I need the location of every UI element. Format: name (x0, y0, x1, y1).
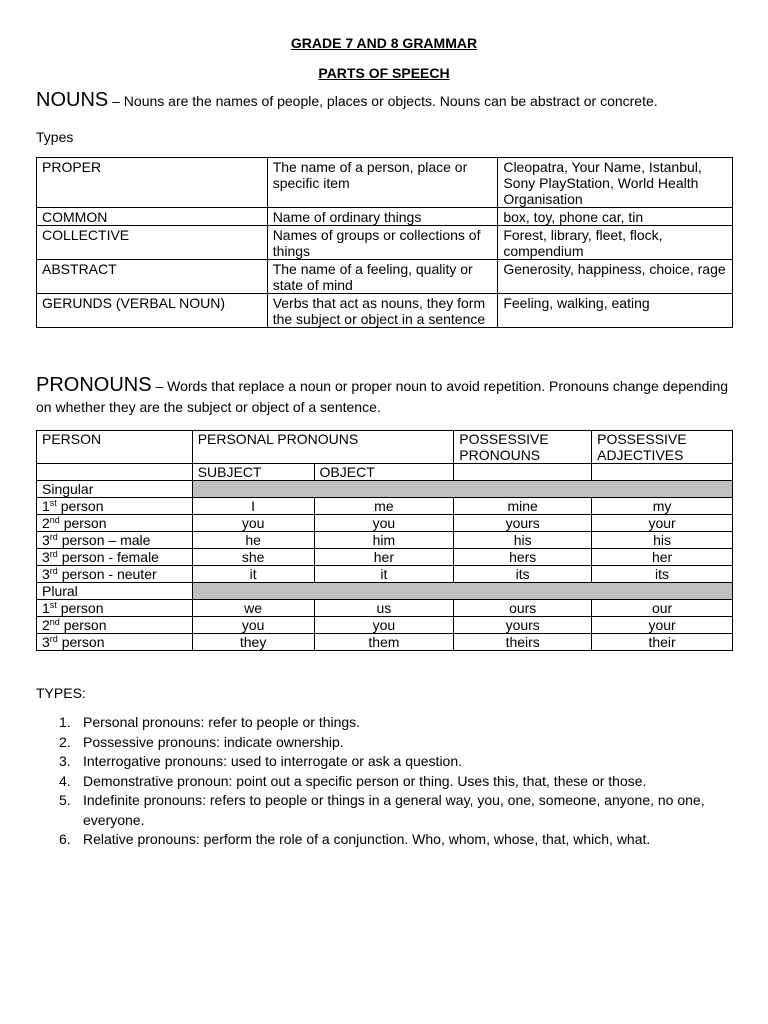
noun-row (37, 226, 733, 260)
noun-row (37, 294, 733, 328)
list-item (36, 733, 726, 753)
person-number: 1 (42, 600, 50, 616)
subheader-empty (454, 464, 592, 481)
object-pronoun: them (314, 634, 454, 651)
person-label (37, 532, 193, 549)
pronoun-subheader-row (37, 464, 733, 481)
possessive-pronoun: yours (454, 617, 592, 634)
subheader-empty (592, 464, 733, 481)
noun-examples: Cleopatra, Your Name, Istanbul, Sony PlayStation, World Health Organisation (498, 158, 733, 208)
noun-types-label: Types (36, 129, 74, 145)
subject-pronoun: they (192, 634, 314, 651)
person-ordinal-suffix: nd (49, 617, 60, 627)
pronouns-definition: – Words that replace a noun or proper noun to avoid repetition. Pronouns change depending on whether they are the subject or object of a sentence. (36, 378, 729, 415)
pronouns-heading: PRONOUNS (36, 374, 152, 396)
noun-description: Verbs that act as nouns, they form the subject or object in a sentence (267, 294, 498, 328)
pronoun-row (37, 600, 733, 617)
person-label (37, 498, 193, 515)
object-pronoun: her (314, 549, 454, 566)
pronoun-row (37, 634, 733, 651)
noun-type: PROPER (37, 158, 268, 208)
noun-examples: Forest, library, fleet, flock, compendium (498, 226, 733, 260)
list-item (36, 713, 726, 733)
object-pronoun: us (314, 600, 454, 617)
noun-row (37, 208, 733, 226)
noun-description: Names of groups or collections of things (267, 226, 498, 260)
list-item-number: 1. (59, 714, 71, 730)
list-item-number: 5. (59, 792, 71, 808)
possessive-adjective: his (592, 532, 733, 549)
person-ordinal-suffix: rd (49, 549, 58, 559)
possessive-pronoun: yours (454, 515, 592, 532)
pronouns-intro (36, 375, 736, 418)
pronoun-row (37, 532, 733, 549)
pronoun-row (37, 617, 733, 634)
possessive-pronoun: hers (454, 549, 592, 566)
subject-pronoun: he (192, 532, 314, 549)
person-text: person (59, 515, 107, 531)
subject-pronoun: she (192, 549, 314, 566)
person-ordinal-suffix: rd (49, 532, 58, 542)
nouns-heading: NOUNS (36, 89, 109, 111)
pronouns-table (36, 430, 733, 651)
possessive-pronoun: mine (454, 498, 592, 515)
object-pronoun: you (314, 515, 454, 532)
list-item (36, 791, 726, 830)
noun-type: GERUNDS (VERBAL NOUN) (37, 294, 268, 328)
subject-pronoun: we (192, 600, 314, 617)
person-label (37, 634, 193, 651)
list-item-number: 2. (59, 733, 71, 750)
noun-row (37, 158, 733, 208)
header-subject: SUBJECT (192, 464, 314, 481)
possessive-pronoun: ours (454, 600, 592, 617)
list-item-number: 6. (59, 831, 71, 847)
possessive-adjective: their (592, 634, 733, 651)
possessive-pronoun: theirs (454, 634, 592, 651)
pronoun-header-row (37, 431, 733, 464)
noun-examples: Generosity, happiness, choice, rage (498, 260, 733, 294)
person-number: 3 (42, 549, 50, 565)
person-text: person – male (57, 532, 151, 548)
list-item (36, 772, 726, 792)
list-item-text: Possessive pronouns: indicate ownership. (83, 733, 344, 750)
person-number: 1 (42, 498, 50, 514)
list-item-text: Demonstrative pronoun: point out a specific person or thing. Uses this, that, these or those. (83, 772, 647, 789)
person-text: person - neuter (57, 566, 157, 582)
list-item (36, 752, 726, 772)
pronoun-row (37, 498, 733, 515)
nouns-definition: – Nouns are the names of people, places or objects. Nouns can be abstract or concrete. (108, 93, 658, 109)
person-text: person (59, 617, 107, 633)
page-title: GRADE 7 AND 8 GRAMMAR (290, 35, 478, 51)
possessive-pronoun: its (454, 566, 592, 583)
subject-pronoun: you (192, 617, 314, 634)
subheader-empty (37, 464, 193, 481)
possessive-adjective: our (592, 600, 733, 617)
plural-row-label: Plural (37, 583, 193, 600)
header-possessive-pronouns: POSSESSIVE PRONOUNS (454, 431, 592, 464)
pronoun-types-heading: TYPES: (36, 685, 86, 701)
person-number: 3 (42, 566, 50, 582)
person-ordinal-suffix: nd (49, 515, 60, 525)
possessive-adjective: its (592, 566, 733, 583)
list-item (36, 830, 726, 850)
nouns-table (36, 157, 733, 328)
noun-examples: Feeling, walking, eating (498, 294, 733, 328)
possessive-adjective: your (592, 515, 733, 532)
noun-type: COLLECTIVE (37, 226, 268, 260)
header-personal-pronouns: PERSONAL PRONOUNS (192, 431, 454, 464)
header-possessive-adjectives: POSSESSIVE ADJECTIVES (592, 431, 733, 464)
person-number: 3 (42, 532, 50, 548)
object-pronoun: it (314, 566, 454, 583)
possessive-adjective: her (592, 549, 733, 566)
object-pronoun: you (314, 617, 454, 634)
singular-row-label: Singular (37, 481, 193, 498)
pronoun-row (37, 549, 733, 566)
person-label (37, 600, 193, 617)
noun-description: Name of ordinary things (267, 208, 498, 226)
person-label (37, 566, 193, 583)
page-subtitle: PARTS OF SPEECH (318, 65, 450, 81)
subject-pronoun: I (192, 498, 314, 515)
pronoun-types-list (36, 713, 726, 850)
subject-pronoun: you (192, 515, 314, 532)
person-text: person (56, 498, 104, 514)
person-ordinal-suffix: st (49, 600, 57, 610)
person-number: 3 (42, 634, 50, 650)
person-number: 2 (42, 515, 50, 531)
grey-band (192, 583, 732, 600)
possessive-pronoun: his (454, 532, 592, 549)
grey-band (192, 481, 732, 498)
subject-pronoun: it (192, 566, 314, 583)
person-ordinal-suffix: rd (49, 566, 58, 576)
list-item-text: Personal pronouns: refer to people or things. (83, 714, 361, 730)
noun-row (37, 260, 733, 294)
person-label (37, 515, 193, 532)
header-person: PERSON (37, 431, 193, 464)
list-item-text: Interrogative pronouns: used to interrogate or ask a question. (83, 753, 463, 769)
possessive-adjective: your (592, 617, 733, 634)
noun-description: The name of a person, place or specific item (267, 158, 498, 208)
possessive-adjective: my (592, 498, 733, 515)
header-object: OBJECT (314, 464, 454, 481)
list-item-number: 4. (59, 772, 71, 789)
noun-description: The name of a feeling, quality or state of mind (267, 260, 498, 294)
person-number: 2 (42, 617, 50, 633)
person-ordinal-suffix: st (49, 498, 57, 508)
plural-row (37, 583, 733, 600)
pronoun-row (37, 515, 733, 532)
singular-row (37, 481, 733, 498)
noun-type: ABSTRACT (37, 260, 268, 294)
noun-type: COMMON (37, 208, 268, 226)
person-ordinal-suffix: rd (49, 634, 58, 644)
object-pronoun: me (314, 498, 454, 515)
pronoun-row (37, 566, 733, 583)
object-pronoun: him (314, 532, 454, 549)
list-item-text: Relative pronouns: perform the role of a conjunction. Who, whom, whose, that, which, what. (83, 831, 651, 847)
person-label (37, 549, 193, 566)
list-item-text: Indefinite pronouns: refers to people or things in a general way, you, one, someone, anyone, no one, everyone. (83, 792, 705, 828)
nouns-intro (36, 89, 736, 111)
noun-examples: box, toy, phone car, tin (498, 208, 733, 226)
list-item-number: 3. (59, 753, 71, 769)
person-text: person (56, 600, 104, 616)
person-text: person (57, 634, 105, 650)
person-text: person - female (57, 549, 159, 565)
person-label (37, 617, 193, 634)
